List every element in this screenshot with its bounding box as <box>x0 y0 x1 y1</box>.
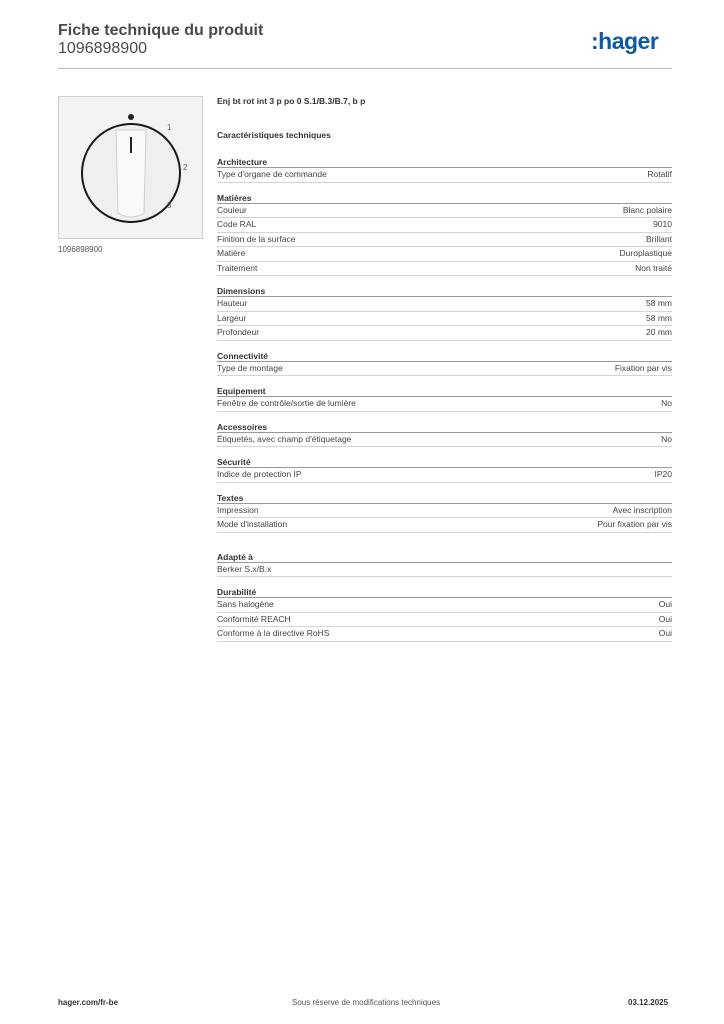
spec-row <box>217 204 672 219</box>
spec-value: 58 mm <box>646 312 672 323</box>
spec-label: Impression <box>217 504 259 515</box>
spec-value: Rotatif <box>647 169 672 179</box>
spec-value: IP20 <box>654 469 672 479</box>
spec-section <box>217 156 672 183</box>
spec-row <box>217 297 672 312</box>
rotary-switch-illustration <box>59 97 202 238</box>
spec-value: Non traité <box>635 262 672 273</box>
spec-label: Étiquetés, avec champ d'étiquetage <box>217 433 352 444</box>
header-divider <box>58 68 672 69</box>
spec-label: Sans halogène <box>217 599 274 609</box>
spec-row <box>217 312 672 327</box>
dial-label-1: 1 <box>167 123 172 132</box>
spec-label: Mode d'installation <box>217 519 288 529</box>
spec-row <box>217 598 672 613</box>
spec-row <box>217 218 672 233</box>
spec-value: 9010 <box>653 219 672 229</box>
spec-row <box>217 326 672 341</box>
spec-label: Matière <box>217 248 246 258</box>
spec-row <box>217 468 672 483</box>
spec-value: Pour fixation par vis <box>597 519 672 529</box>
spec-section <box>217 492 672 533</box>
spec-label: Indice de protection IP <box>217 469 302 479</box>
product-reference: 1096898900 <box>58 40 147 57</box>
hager-logo: :hager <box>591 28 659 54</box>
spec-section <box>217 192 672 277</box>
spec-label: Largeur <box>217 312 247 323</box>
technical-content <box>217 96 672 651</box>
spec-label: Traitement <box>217 262 258 273</box>
spec-value: 58 mm <box>646 298 672 308</box>
spec-row <box>217 613 672 628</box>
spec-label: Finition de la surface <box>217 233 296 244</box>
spec-section <box>217 285 672 341</box>
dial-label-3: 3 <box>167 201 172 210</box>
spec-value: No <box>661 433 672 444</box>
footer-date: 03.12.2025 <box>628 998 669 1007</box>
spec-label: Code RAL <box>217 219 257 229</box>
spec-value: 20 mm <box>646 327 672 337</box>
section-title: Equipement <box>217 385 672 397</box>
spec-value: No <box>661 398 672 408</box>
spec-section <box>217 385 672 412</box>
spec-row <box>217 397 672 412</box>
spec-label: Conforme à la directive RoHS <box>217 628 330 638</box>
section-title: Connectivité <box>217 350 672 362</box>
spec-row <box>217 563 672 578</box>
footer-disclaimer: Sous réserve de modifications techniques <box>292 998 441 1007</box>
spec-row <box>217 362 672 377</box>
page-title: Fiche technique du produit <box>58 22 264 39</box>
spec-label: Berker S.x/B.x <box>217 563 272 574</box>
spec-row <box>217 262 672 277</box>
section-title: Accessoires <box>217 421 672 433</box>
product-name: Enj bt rot int 3 p po 0 S.1/B.3/B.7, b p <box>217 96 366 106</box>
spec-section <box>217 586 672 642</box>
spec-row <box>217 433 672 448</box>
spec-label: Couleur <box>217 204 247 215</box>
section-title: Textes <box>217 492 672 504</box>
spec-value: Oui <box>658 628 672 638</box>
spec-value: Duroplastique <box>619 248 672 258</box>
spec-label: Type de montage <box>217 362 283 373</box>
spec-row <box>217 233 672 248</box>
section-title: Matières <box>217 192 672 204</box>
section-title: Dimensions <box>217 285 672 297</box>
spec-value: Blanc polaire <box>622 204 672 215</box>
spec-row <box>217 504 672 519</box>
spec-label: Conformité REACH <box>217 613 291 624</box>
section-title: Sécurité <box>217 456 672 468</box>
zero-position-dot <box>128 114 134 120</box>
spec-label: Fenêtre de contrôle/sortie de lumière <box>217 398 356 408</box>
spec-value: Avec inscription <box>612 504 672 515</box>
spec-value: Oui <box>658 613 672 624</box>
spec-value: Fixation par vis <box>614 362 672 373</box>
spec-section <box>217 456 672 483</box>
spec-section <box>217 551 672 578</box>
spec-label: Profondeur <box>217 327 260 337</box>
spec-value: Brillant <box>646 233 672 244</box>
spec-row <box>217 518 672 533</box>
spec-row <box>217 627 672 642</box>
spec-sections <box>217 156 672 642</box>
spec-label: Type d'organe de commande <box>217 169 327 179</box>
section-title: Durabilité <box>217 586 672 598</box>
product-image <box>58 96 203 239</box>
image-caption: 1096898900 <box>58 245 103 254</box>
section-title: Adapté à <box>217 551 672 563</box>
section-title: Architecture <box>217 156 672 168</box>
footer-website: hager.com/fr-be <box>58 998 119 1007</box>
spec-row <box>217 168 672 183</box>
spec-section <box>217 421 672 448</box>
spec-section <box>217 350 672 377</box>
spec-label: Hauteur <box>217 298 248 308</box>
dial-label-2: 2 <box>183 163 188 172</box>
technical-characteristics-title: Caractéristiques techniques <box>217 130 331 140</box>
spec-row <box>217 247 672 262</box>
spec-value: Oui <box>658 599 672 609</box>
